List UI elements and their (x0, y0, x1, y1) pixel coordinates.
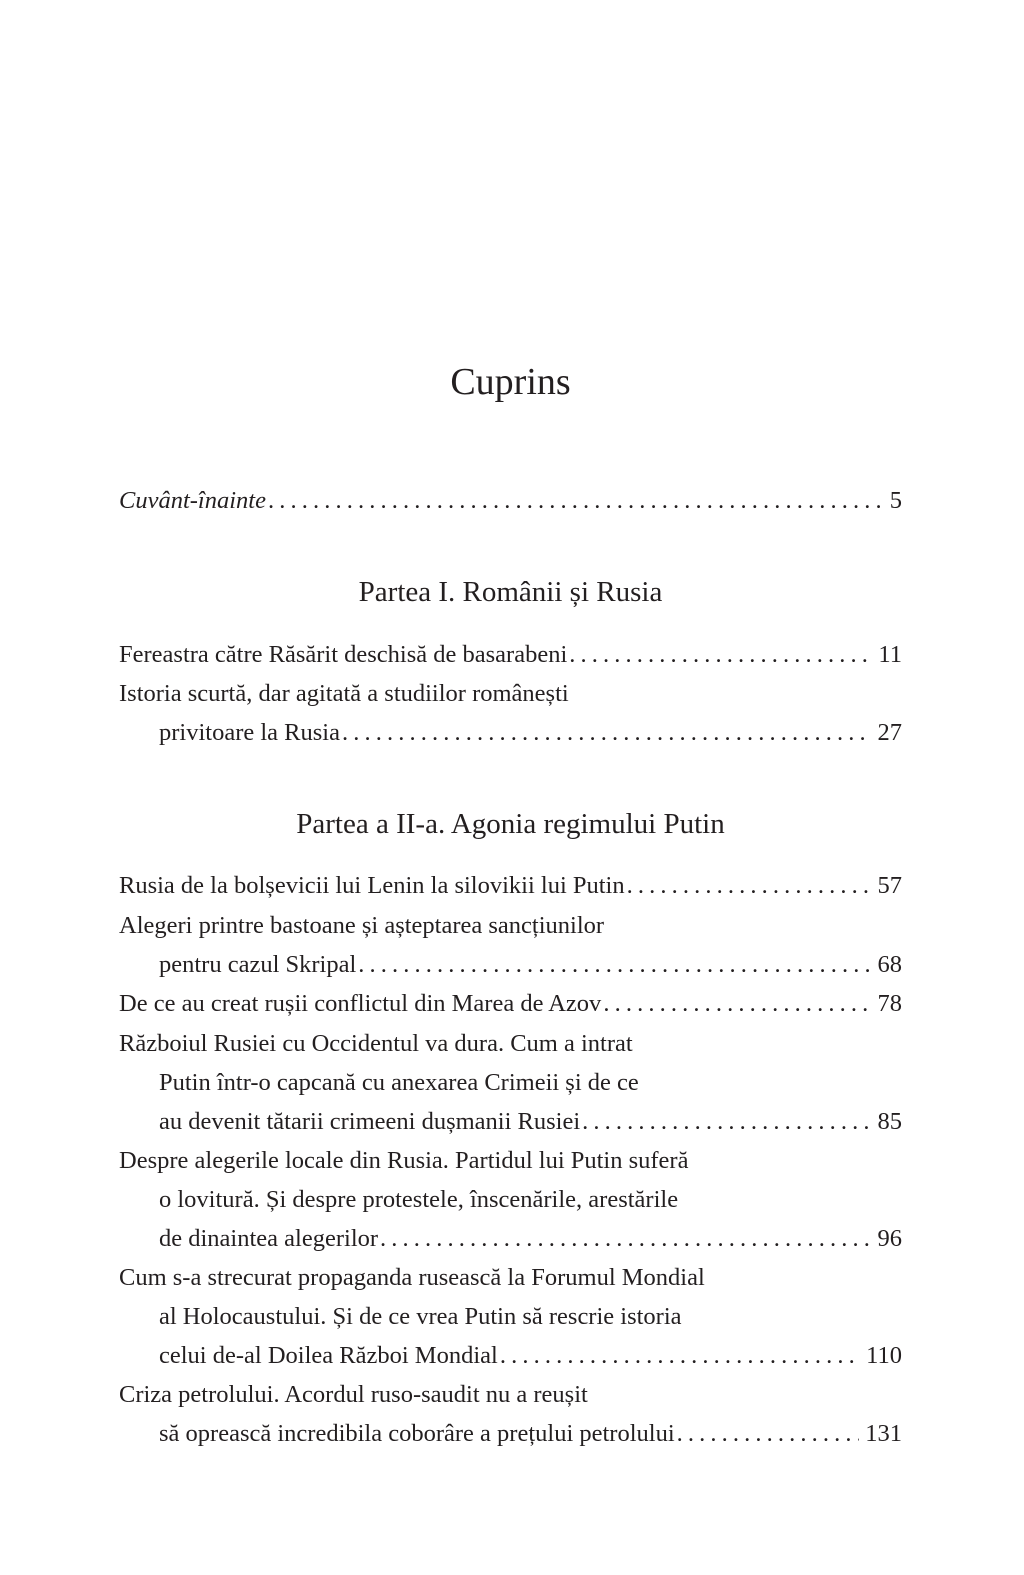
dot-leader (677, 1414, 860, 1453)
dot-leader (582, 1102, 871, 1141)
toc-entry-title-line: privitoare la Rusia (159, 719, 340, 746)
dot-leader (627, 866, 872, 905)
toc-entry-page: 78 (877, 990, 902, 1017)
toc-entry-page: 57 (877, 872, 902, 899)
toc-entry[interactable] (119, 1375, 902, 1453)
toc-entry-page: 68 (877, 951, 902, 978)
toc-entry-title: De ce au creat rușii conflictul din Marea de Azov (119, 990, 602, 1017)
toc-entry[interactable] (119, 866, 902, 905)
toc-entry-title-line: Despre alegerile locale din Rusia. Partidul lui Putin suferă (119, 1147, 689, 1174)
toc-entry-title-line: au devenit tătarii crimeeni dușmanii Rusiei (159, 1108, 581, 1135)
toc-entry-title-line: Războiul Rusiei cu Occidentul va dura. Cum a intrat (119, 1030, 633, 1057)
toc-entry[interactable] (119, 984, 902, 1023)
toc-entry-page: 131 (865, 1420, 902, 1447)
toc-page (119, 0, 902, 1575)
toc-entry[interactable] (119, 1141, 902, 1258)
toc-entry-title-line: Alegeri printre bastoane și așteptarea sancțiunilor (119, 912, 605, 939)
dot-leader (268, 481, 884, 520)
toc-entry[interactable] (119, 674, 902, 752)
toc-entry[interactable] (119, 1024, 902, 1141)
dot-leader (569, 635, 872, 674)
dot-leader (380, 1219, 871, 1258)
toc-entry[interactable] (119, 1258, 902, 1375)
toc-entry-title-line: al Holocaustului. Și de ce vrea Putin să rescrie istoria (159, 1303, 682, 1330)
page-title: Cuprins (450, 361, 571, 403)
dot-leader (603, 984, 871, 1023)
toc-entry-title-line: pentru cazul Skripal (159, 951, 357, 978)
toc-entry-title-line: Istoria scurtă, dar agitată a studiilor românești (119, 680, 569, 707)
toc-entry-page: 110 (866, 1342, 902, 1369)
section-heading-part-1: Partea I. Românii și Rusia (358, 576, 663, 608)
toc-entry-title-line: să oprească incredibila coborâre a prețului petrolului (159, 1420, 675, 1447)
toc-entry-title-line: Criza petrolului. Acordul ruso-saudit nu a reușit (119, 1381, 588, 1408)
toc-entry-title-line: o lovitură. Și despre protestele, înscenările, arestările (159, 1186, 679, 1213)
toc-entry-page: 27 (877, 719, 902, 746)
toc-entry-title-line: Putin într-o capcană cu anexarea Crimeii și de ce (159, 1069, 639, 1096)
toc-entry-page: 96 (877, 1225, 902, 1252)
toc-entry-title: Fereastra către Răsărit deschisă de basarabeni (119, 641, 568, 668)
section-heading-part-2: Partea a II-a. Agonia regimului Putin (296, 808, 725, 840)
toc-entry-title: Cuvânt-înainte (119, 487, 266, 514)
toc-entry-title-line: de dinaintea alegerilor (159, 1225, 379, 1252)
toc-entry[interactable] (119, 635, 902, 674)
toc-entry-page: 5 (889, 487, 902, 514)
toc-entry-page: 85 (877, 1108, 902, 1135)
toc-entry-page: 11 (878, 641, 902, 668)
toc-entry-title-line: celui de-al Doilea Război Mondial (159, 1342, 498, 1369)
toc-entry-foreword[interactable] (119, 481, 902, 520)
toc-entry[interactable] (119, 906, 902, 984)
dot-leader (358, 945, 871, 984)
toc-entry-title-line: Cum s-a strecurat propaganda rusească la Forumul Mondial (119, 1264, 705, 1291)
dot-leader (500, 1336, 860, 1375)
dot-leader (342, 713, 872, 752)
toc-entry-title: Rusia de la bolșevicii lui Lenin la silovikii lui Putin (119, 872, 625, 899)
